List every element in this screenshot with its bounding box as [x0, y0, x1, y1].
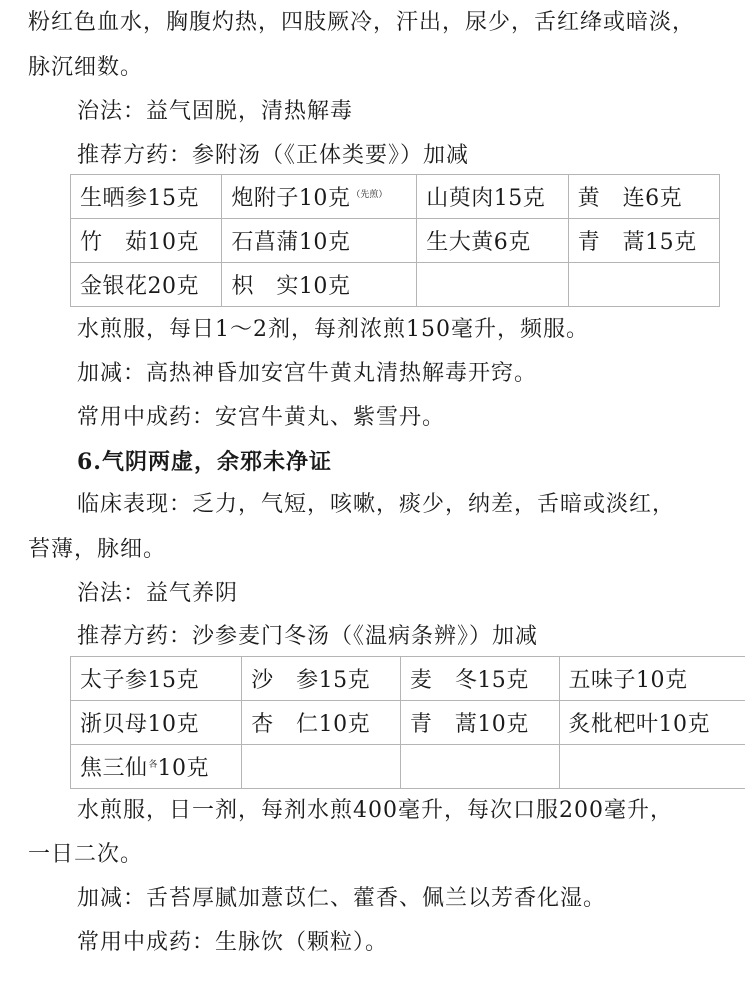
- empty-cell: [417, 263, 568, 307]
- empty-cell: [400, 745, 559, 789]
- usage-instructions: 水煎服，日一剂，每剂水煎400毫升，每次口服200毫升，: [77, 798, 673, 823]
- decoction-note: （先煎）: [351, 189, 388, 200]
- table-row: [71, 263, 720, 307]
- paragraph-text: 苔薄，脉细。: [28, 537, 167, 562]
- herb-cell: 石菖蒲10克: [222, 219, 417, 263]
- table-row: [71, 657, 745, 701]
- treatment-principle: 治法：益气养阴: [77, 581, 239, 606]
- recommended-formula: 推荐方药：参附汤（《正体类要》）加减: [77, 143, 470, 168]
- herb-cell: 生晒参15克: [71, 175, 222, 219]
- herb-table-2: [70, 656, 745, 789]
- paragraph-text: 脉沉细数。: [28, 55, 144, 80]
- herb-cell: 生大黄6克: [417, 219, 568, 263]
- herb-cell: 枳 实10克: [222, 263, 417, 307]
- clinical-manifestation: 临床表现：乏力，气短，咳嗽，痰少，纳差，舌暗或淡红，: [77, 492, 676, 517]
- herb-cell: 金银花20克: [71, 263, 222, 307]
- patent-medicine-text: 常用中成药：生脉饮（颗粒）。: [77, 930, 389, 955]
- herb-cell: 浙贝母10克: [71, 701, 242, 745]
- paragraph-text: 粉红色血水，胸腹灼热，四肢厥冷，汗出，尿少，舌红绛或暗淡，: [28, 10, 696, 35]
- herb-cell: 青 蒿10克: [400, 701, 559, 745]
- herb-cell: 麦 冬15克: [400, 657, 559, 701]
- herb-cell: 焦三仙$^各$10克: [71, 745, 242, 789]
- herb-cell: 炮附子10克$^{(先煎)}$: [222, 175, 417, 219]
- herb-cell: 青 蒿15克: [568, 219, 719, 263]
- herb-cell: 炙枇杷叶10克: [559, 701, 745, 745]
- treatment-principle: 治法：益气固脱，清热解毒: [77, 99, 354, 124]
- herb-cell: 太子参15克: [71, 657, 242, 701]
- modification-text: 加减：舌苔厚腻加薏苡仁、藿香、佩兰以芳香化湿。: [77, 886, 607, 911]
- section-heading: 6.气阴两虚，余邪未净证: [77, 449, 332, 475]
- herb-cell: 五味子10克: [559, 657, 745, 701]
- paragraph-text: 一日二次。: [28, 842, 144, 867]
- usage-instructions: 水煎服，每日1～2剂，每剂浓煎150毫升，频服。: [77, 317, 589, 342]
- table-row: [71, 219, 720, 263]
- herb-cell: 竹 茹10克: [71, 219, 222, 263]
- patent-medicine-text: 常用中成药：安宫牛黄丸、紫雪丹。: [77, 405, 446, 430]
- table-row: [71, 745, 745, 789]
- herb-cell: 杏 仁10克: [242, 701, 401, 745]
- table-row: [71, 175, 720, 219]
- herb-table-1: [70, 174, 720, 307]
- empty-cell: [568, 263, 719, 307]
- modification-text: 加减：高热神昏加安宫牛黄丸清热解毒开窍。: [77, 361, 538, 386]
- herb-cell: 山萸肉15克: [417, 175, 568, 219]
- empty-cell: [242, 745, 401, 789]
- each-note: 各: [148, 759, 158, 770]
- empty-cell: [559, 745, 745, 789]
- herb-cell: 黄 连6克: [568, 175, 719, 219]
- table-row: [71, 701, 745, 745]
- recommended-formula: 推荐方药：沙参麦门冬汤（《温病条辨》）加减: [77, 624, 539, 649]
- herb-cell: 沙 参15克: [242, 657, 401, 701]
